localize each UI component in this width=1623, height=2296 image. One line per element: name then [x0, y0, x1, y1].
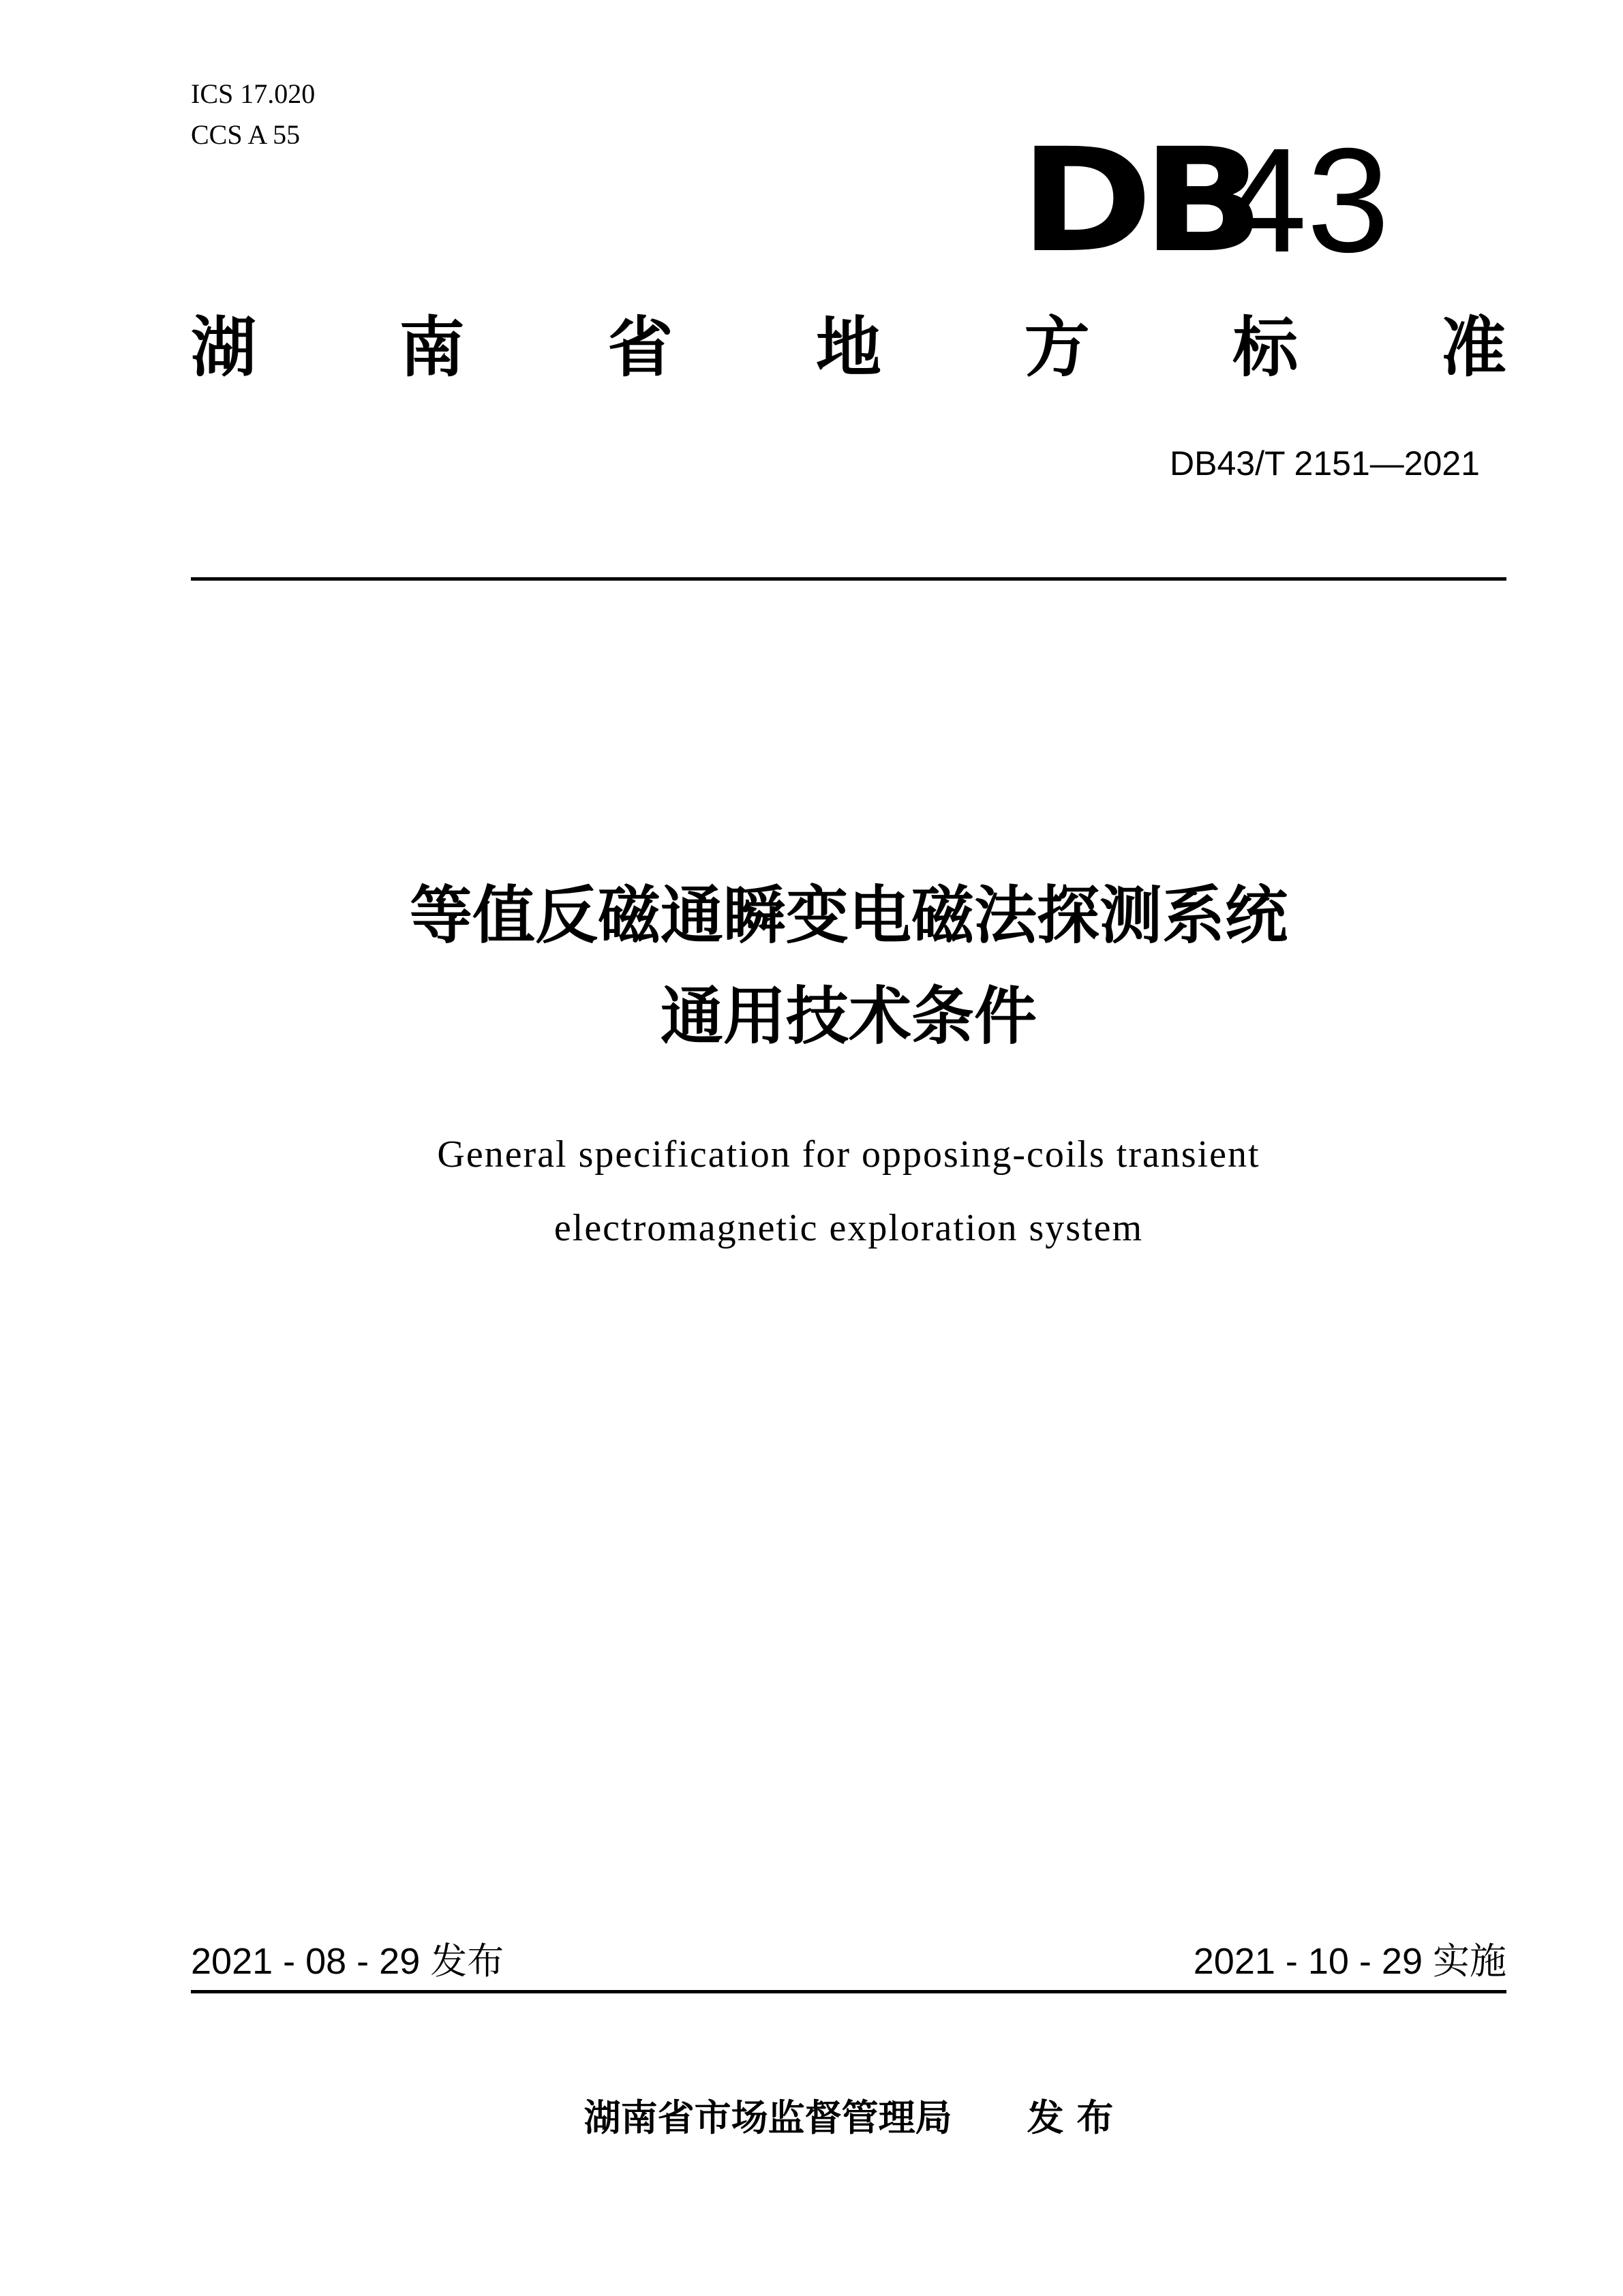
chinese-title — [191, 866, 1506, 1067]
standard-type-char: 准 — [1440, 309, 1506, 386]
publisher-action: 发 布 — [1027, 2096, 1114, 2139]
db-prefix: DB — [1020, 117, 1254, 284]
bottom-divider — [191, 1990, 1506, 1993]
standard-type-char: 标 — [1232, 309, 1299, 386]
chinese-title-line-1: 等值反磁通瞬变电磁法探测系统 — [409, 879, 1288, 952]
date-row — [191, 1934, 1506, 1989]
standard-type-char: 省 — [607, 309, 673, 386]
standard-type-char: 南 — [399, 309, 465, 386]
issue-date: 2021 - 08 - 29 发布 — [191, 1941, 504, 1982]
ccs-code: CCS A 55 — [191, 119, 301, 150]
english-title-line-2: electromagnetic exploration system — [553, 1207, 1144, 1249]
chinese-title-line-2: 通用技术条件 — [660, 980, 1037, 1053]
english-title — [191, 1118, 1506, 1265]
standard-type-char: 地 — [815, 309, 881, 386]
standard-number: DB43/T 2151—2021 — [1170, 444, 1480, 483]
ics-code: ICS 17.020 — [191, 78, 316, 109]
standard-type-char: 湖 — [191, 309, 256, 386]
publisher-line — [191, 2091, 1506, 2145]
implementation-date: 2021 - 10 - 29 实施 — [1193, 1941, 1506, 1982]
publisher-name: 湖南省市场监督管理局 — [583, 2096, 952, 2139]
english-title-line-1: General specification for opposing-coils transient — [437, 1133, 1260, 1176]
classification-codes — [191, 74, 315, 155]
top-divider — [191, 577, 1506, 581]
db43-mark — [1020, 117, 1390, 284]
region-code: 43 — [1224, 118, 1390, 284]
standard-type-char: 方 — [1024, 309, 1090, 386]
standard-type-heading — [191, 300, 1506, 395]
